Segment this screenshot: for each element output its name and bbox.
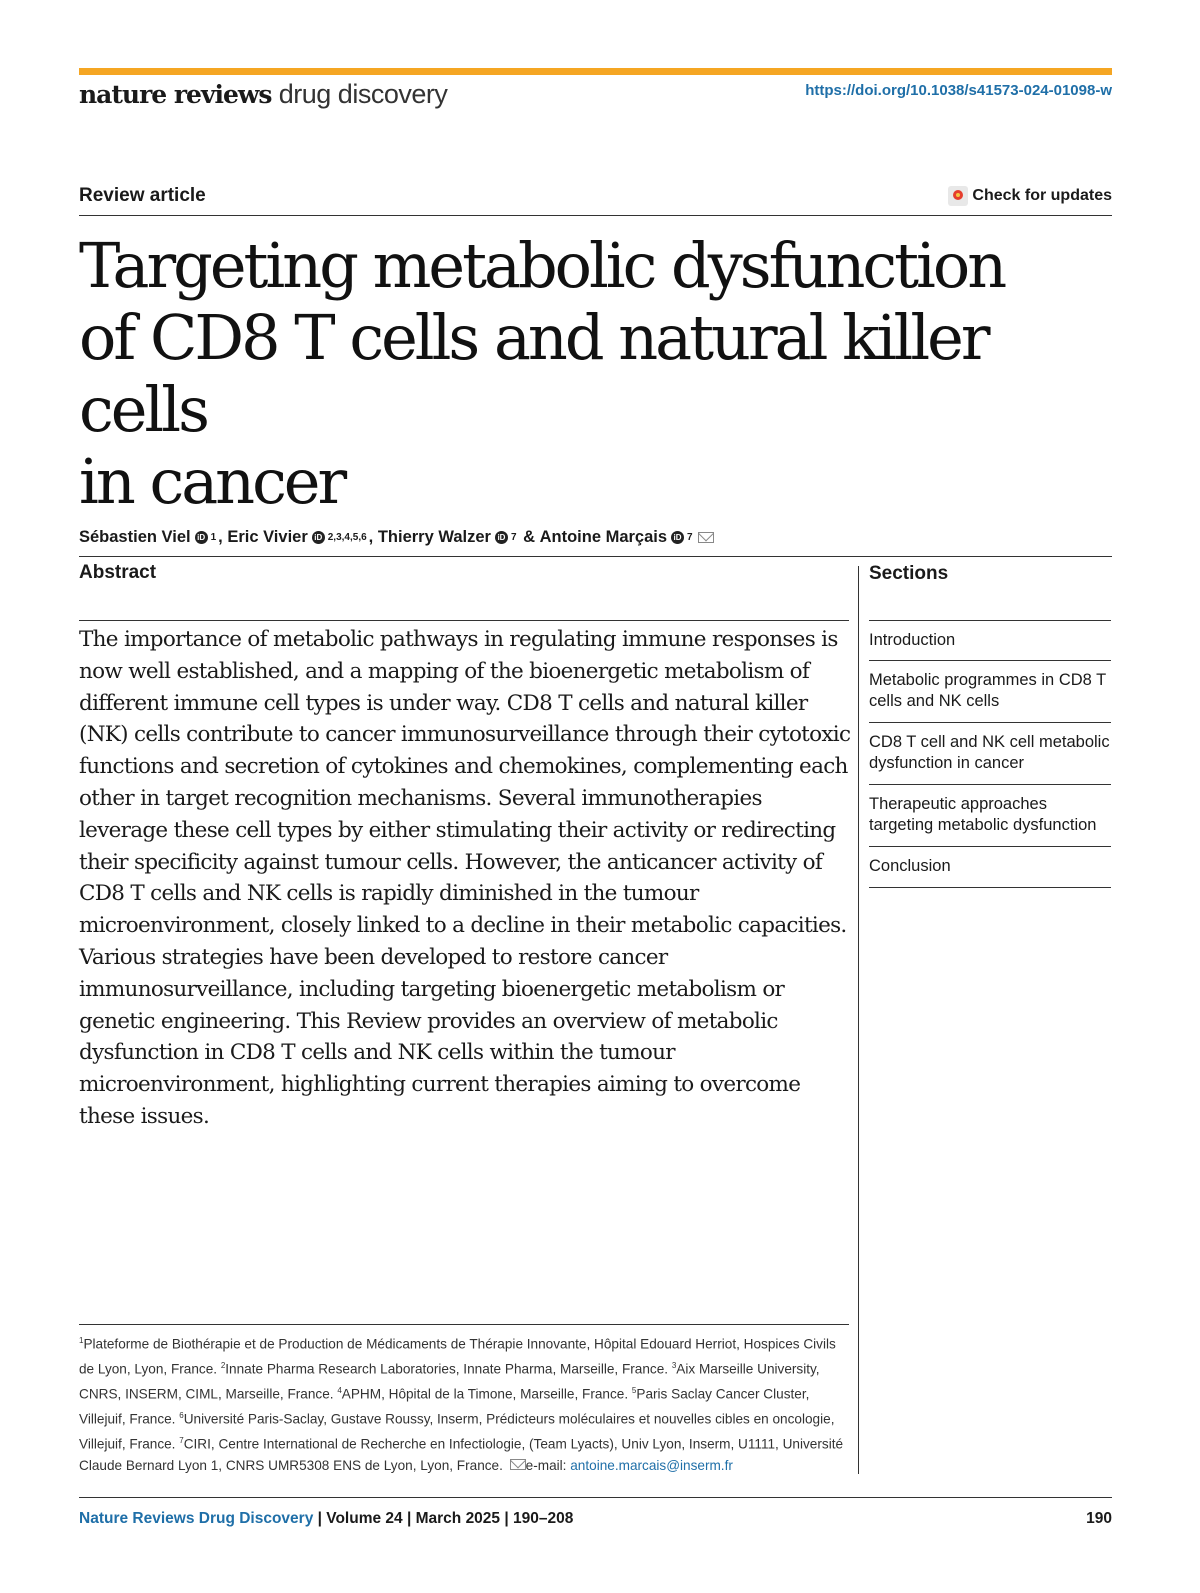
title-line: of CD8 T cells and natural killer cells <box>79 301 988 446</box>
author-affiliation: 7 <box>510 532 517 543</box>
abstract-text: The importance of metabolic pathways in regulating immune responses is now well established, and a mapping of the bioenergetic metabolism of different immune cell types is under way. CD8 T cells and natural killer (NK) cells contribute to cancer immunosurveillance through their cytotoxic functions and secretion of cytokines and chemokines, complementing each other in target recognition mechanisms. Several immunotherapies leverage these cell types by either stimulating their activity or redirecting their specificity against tumour cells. However, the anticancer activity of CD8 T cells and NK cells is rapidly diminished in the tumour microenvironment, closely linked to a decline in their metabolic capacities. Various strategies have been developed to restore cancer immunosurveillance, including targeting bioenergetic metabolism or genetic engineering. This Review provides an overview of metabolic dysfunction in CD8 T cells and NK cells within the tumour microenvironment, highlighting current therapies aiming to overcome these issues. <box>79 627 851 1129</box>
email-label: e-mail: <box>525 1458 567 1474</box>
check-updates-icon <box>948 186 968 206</box>
email-link[interactable]: antoine.marcais@inserm.fr <box>570 1458 733 1474</box>
doi-link[interactable]: https://doi.org/10.1038/s41573-024-01098-w <box>805 82 1112 99</box>
orcid-icon[interactable]: iD <box>195 531 208 544</box>
section-link-therapeutic-approaches[interactable]: Therapeutic approaches targeting metabolic dysfunction <box>869 784 1111 846</box>
author-name[interactable]: Antoine Marçais <box>539 528 668 546</box>
affiliation-1: Plateforme de Biothérapie et de Production de Médicaments de Thérapie Innovante, Hôpital Edouard Herriot, Hospices Civils de Lyon, Lyon, France. <box>79 1336 836 1377</box>
footer-volume: | Volume 24 | March 2025 | 190–208 <box>313 1510 574 1527</box>
affiliation-3: Aix Marseille University, CNRS, INSERM, CIML, Marseille, France. <box>79 1361 820 1402</box>
divider <box>79 620 849 621</box>
email-icon <box>510 1459 526 1470</box>
article-type: Review article <box>79 185 206 206</box>
divider <box>79 215 1112 216</box>
check-updates-label: Check for updates <box>972 187 1112 204</box>
author-affiliation: 1 <box>210 532 217 543</box>
author-separator: & <box>518 528 540 546</box>
brand-light: drug discovery <box>278 79 448 109</box>
email-icon[interactable] <box>698 532 714 543</box>
section-link-metabolic-programmes[interactable]: Metabolic programmes in CD8 T cells and NK cells <box>869 660 1111 722</box>
author-affiliation: 2,3,4,5,6 <box>327 532 367 543</box>
divider <box>79 556 1112 557</box>
article-title <box>79 230 1119 518</box>
affiliation-4: APHM, Hôpital de la Timone, Marseille, France. <box>341 1386 629 1402</box>
affiliation-5: Paris Saclay Cancer Cluster, Villejuif, France. <box>79 1386 810 1427</box>
orcid-icon[interactable]: iD <box>312 531 325 544</box>
author-name[interactable]: Eric Vivier <box>227 528 308 546</box>
abstract-heading: Abstract <box>79 562 157 583</box>
citation-footer <box>79 1510 573 1528</box>
orcid-icon[interactable]: iD <box>495 531 508 544</box>
sections-nav <box>869 620 1111 888</box>
affiliation-7: CIRI, Centre International de Recherche en Infectiologie, (Team Lyacts), Univ Lyon, Inserm, U1111, Université Claude Bernard Lyon 1, CNRS UMR5308 ENS de Lyon, Lyon, France. <box>79 1436 844 1474</box>
affiliations-footnote: $^1$Plateforme de Biothérapie et de Production de Médicaments de Thérapie Innovante, Hôpital Edouard Herriot, Hospices Civils de Lyon, Lyon, France. $^2$Innate Pharma Research Laboratories, Innate Pharma, Marseille, France. $^3$Aix Marseille University, CNRS, INSERM, CIML, Marseille, France. $^4$APHM, Hôpital de la Timone, Marseille, France. $^5$Paris Saclay Cancer Cluster, Villejuif, France. $^6$Université Paris-Saclay, Gustave Roussy, Inserm, Prédicteurs moléculaires et nouvelles cibles en oncologie, Villejuif, France. $^7$CIRI, Centre International de Recherche en Infectiologie, (Team Lyacts), Univ Lyon, Inserm, U1111, Université Claude Bernard Lyon 1, CNRS UMR5308 ENS de Lyon, Lyon, France. e-mail: antoine.marcais@inserm.fr <box>79 1336 844 1474</box>
divider <box>79 1497 1112 1498</box>
title-line: in cancer <box>79 445 345 518</box>
header-accent-bar <box>79 68 1112 75</box>
author-separator: , <box>218 528 228 546</box>
footer-journal-link[interactable]: Nature Reviews Drug Discovery <box>79 1510 314 1527</box>
author-name[interactable]: Thierry Walzer <box>377 528 491 546</box>
sections-heading: Sections <box>869 563 949 584</box>
author-separator: , <box>368 528 378 546</box>
column-divider <box>858 566 859 1474</box>
section-link-conclusion[interactable]: Conclusion <box>869 846 1111 888</box>
author-list <box>79 528 714 547</box>
author-affiliation: 7 <box>687 532 693 543</box>
journal-brand <box>79 78 447 110</box>
affiliation-6: Université Paris-Saclay, Gustave Roussy, Inserm, Prédicteurs moléculaires et nouvelles cibles en oncologie, Villejuif, France. <box>79 1411 835 1452</box>
brand-bold: nature reviews <box>79 80 272 109</box>
section-link-introduction[interactable]: Introduction <box>869 620 1111 660</box>
author-name[interactable]: Sébastien Viel <box>79 528 191 546</box>
section-link-metabolic-dysfunction[interactable]: CD8 T cell and NK cell metabolic dysfunction in cancer <box>869 722 1111 784</box>
orcid-icon[interactable]: iD <box>671 531 684 544</box>
divider <box>79 1324 849 1325</box>
check-updates-button[interactable] <box>948 186 1112 206</box>
title-line: Targeting metabolic dysfunction <box>79 229 1005 302</box>
page-number: 190 <box>1086 1510 1112 1527</box>
affiliation-2: Innate Pharma Research Laboratories, Innate Pharma, Marseille, France. <box>225 1361 669 1377</box>
